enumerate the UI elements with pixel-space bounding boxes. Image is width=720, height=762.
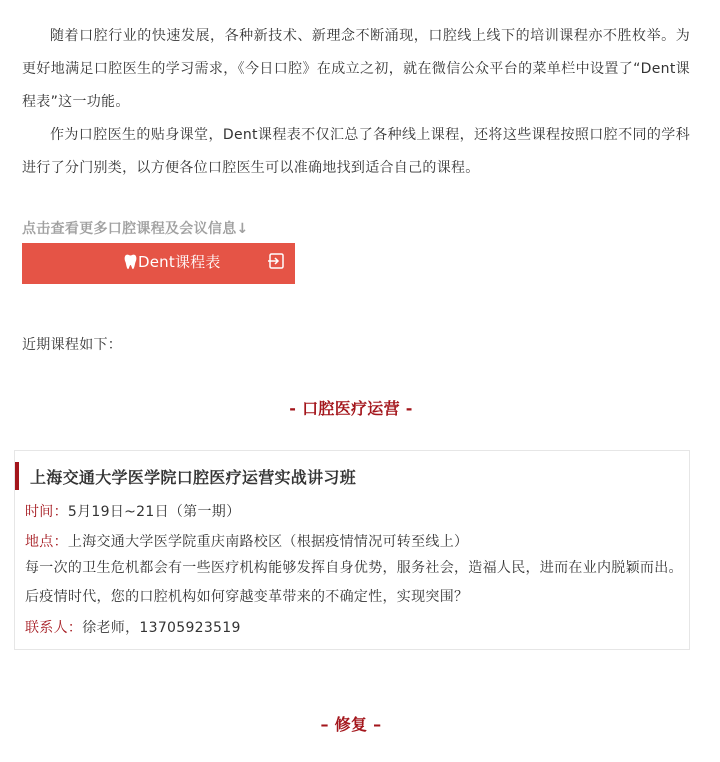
contact-label: 联系人：	[25, 620, 83, 636]
banner-logo	[124, 251, 221, 272]
more-courses-link-text: 点击查看更多口腔课程及会议信息↓	[22, 221, 249, 237]
enter-icon[interactable]	[267, 252, 285, 270]
course-time-row	[25, 501, 240, 521]
course-title: 上海交通大学医学院口腔医疗运营实战讲习班	[30, 468, 357, 487]
course-card	[14, 450, 690, 650]
section-title-dental-operations: - 口腔医疗运营 -	[289, 399, 413, 418]
banner-label: Dent课程表	[138, 253, 221, 271]
time-label: 时间：	[25, 504, 68, 520]
intro-paragraph-1: 随着口腔行业的快速发展，各种新技术、新理念不断涌现，口腔线上线下的培训课程亦不胜枚举。为更好地满足口腔医生的学习需求，《今日口腔》在成立之初，就在微信公众平台的菜单栏中设置了“Dent课程表”这一功能。	[22, 28, 690, 110]
time-value: 5月19日~21日（第一期）	[67, 504, 241, 520]
intro-paragraph-2: 作为口腔医生的贴身课堂，Dent课程表不仅汇总了各种线上课程，还将这些课程按照口腔不同的学科进行了分门别类，以方便各位口腔医生可以准确地找到适合自己的课程。	[22, 127, 690, 176]
place-value: 上海交通大学医学院重庆南路校区（根据疫情情况可转至线上）	[67, 534, 469, 550]
course-place-row	[25, 531, 468, 551]
recent-courses-label: 近期课程如下：	[22, 337, 123, 353]
course-contact-row	[25, 617, 241, 637]
card-accent-bar	[15, 462, 19, 490]
intro-text	[22, 20, 690, 185]
contact-value: 徐老师，13705923519	[82, 620, 241, 636]
section-title-restoration: – 修复 –	[320, 715, 382, 734]
dent-course-banner-button[interactable]	[22, 243, 295, 284]
place-label: 地点：	[25, 534, 68, 550]
course-description: 每一次的卫生危机都会有一些医疗机构能够发挥自身优势，服务社会，造福人民，进而在业内脱颖而出。后疫情时代，您的口腔机构如何穿越变革带来的不确定性，实现突围？	[25, 560, 683, 605]
tooth-icon	[124, 254, 137, 270]
